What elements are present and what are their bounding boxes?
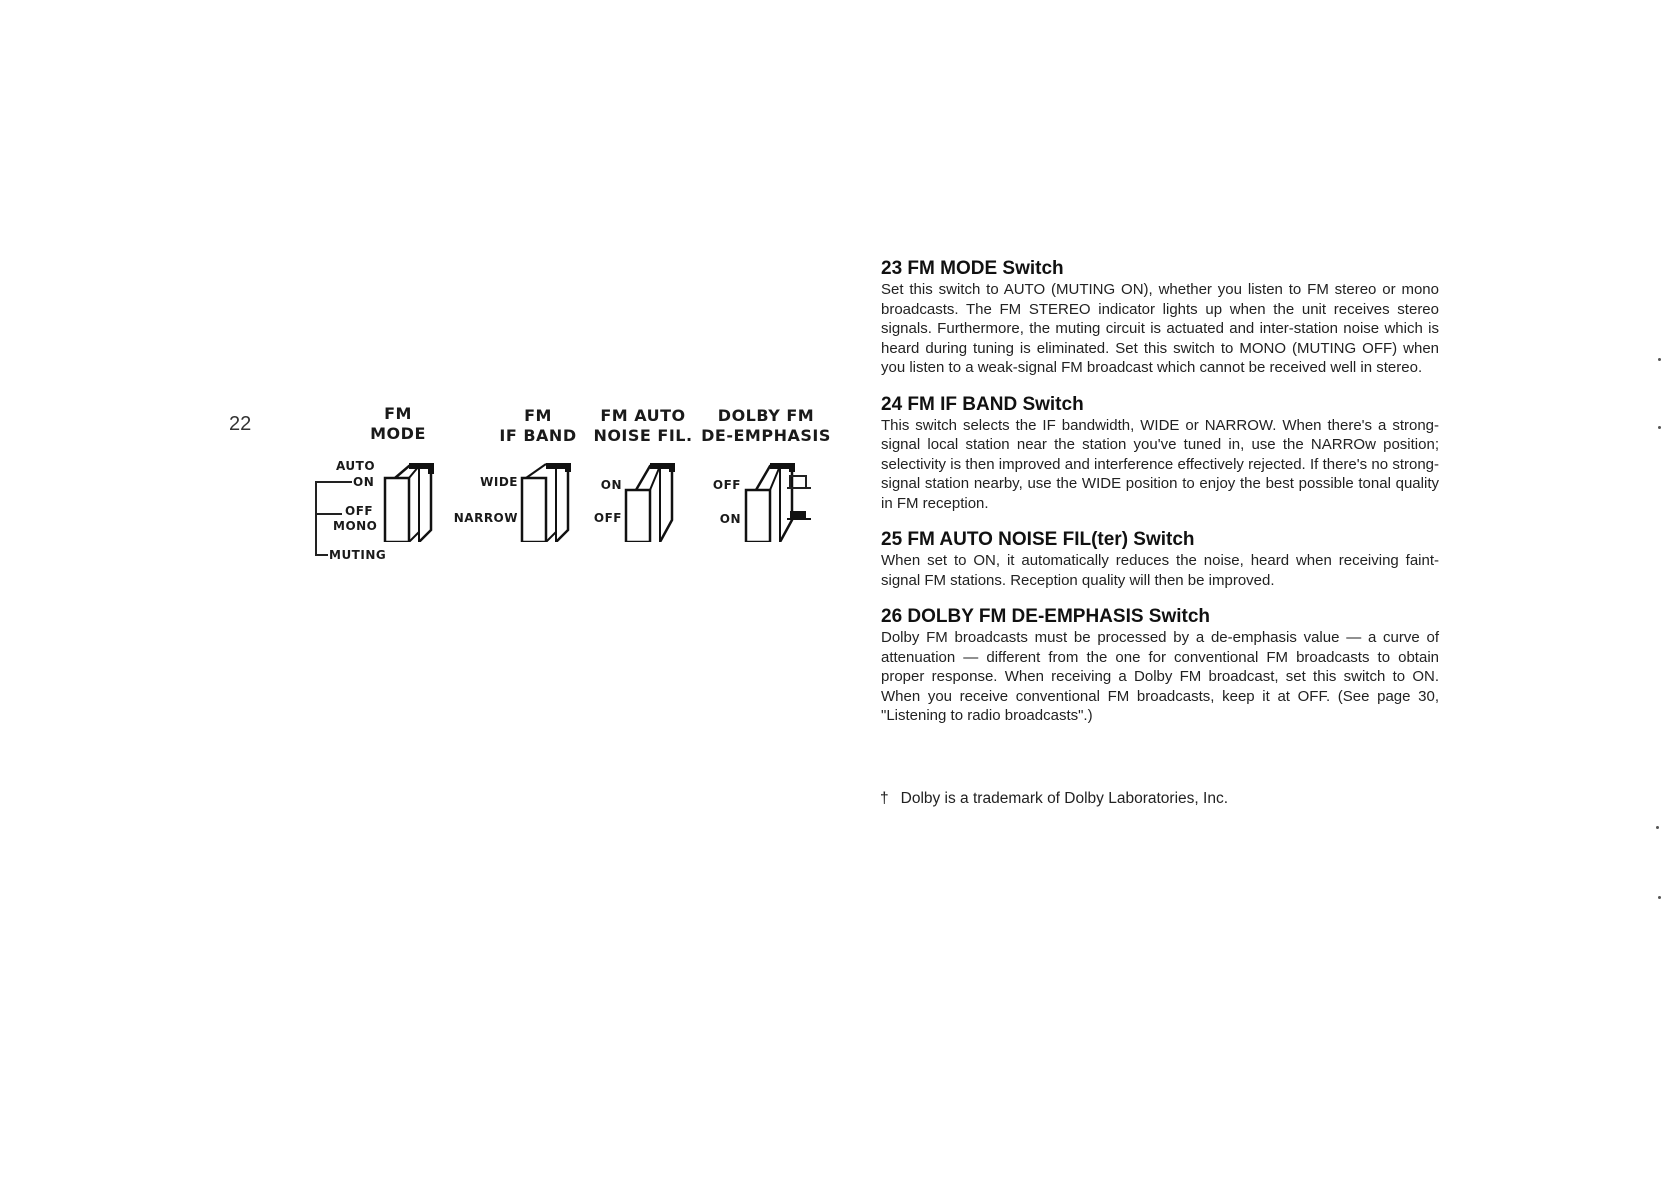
fm-if-band-title-line-2: IF BAND xyxy=(499,426,577,445)
scan-speck xyxy=(1658,358,1661,361)
dagger-symbol: † xyxy=(880,790,889,807)
dolby-fm-title-line-1: DOLBY FM xyxy=(717,406,815,425)
fm-auto-noise-switch[interactable] xyxy=(624,460,676,542)
page-number: 22 xyxy=(229,413,252,435)
fm-mode-title-line-1: FM xyxy=(384,404,412,423)
fm-auto-noise-title xyxy=(593,406,692,446)
fm-mode-label-mono: MONO xyxy=(333,519,378,533)
footnote-text: Dolby is a trademark of Dolby Laboratories, Inc. xyxy=(900,790,1228,807)
fm-if-band-title-line-1: FM xyxy=(524,406,552,425)
fm-mode-label-off: OFF xyxy=(345,504,374,518)
fm-mode-label-on: ON xyxy=(353,475,375,489)
fm-mode-label-auto: AUTO xyxy=(336,459,376,473)
dolby-fm-title xyxy=(701,406,831,446)
dolby-fm-title-line-2: DE-EMPHASIS xyxy=(701,426,831,445)
switch-descriptions xyxy=(881,258,1439,742)
pressed-button-icon xyxy=(786,508,812,522)
fm-if-band-title xyxy=(499,406,576,446)
fm-mode-title-line-2: MODE xyxy=(370,424,426,443)
fm-mode-switch[interactable] xyxy=(383,460,435,542)
fm-auto-noise-label-off: OFF xyxy=(593,511,622,525)
section-body: This switch selects the IF bandwidth, WIDE or NARROW. When there's a strong-signal local station near the station you've tuned in, use the NARROw position; selectivity is then improved and interference effectively rejected. If there's no strong-signal station nearby, use the WIDE position to enjoy the best possible tonal quality in FM reception. xyxy=(881,416,1439,512)
section-heading: 26 DOLBY FM DE-EMPHASIS Switch xyxy=(881,606,1211,627)
released-button-icon xyxy=(786,472,812,490)
fm-mode-title xyxy=(370,404,426,444)
fm-auto-noise-title-line-1: FM AUTO xyxy=(600,406,686,425)
scan-speck xyxy=(1658,896,1661,899)
section-fm-mode xyxy=(881,258,1439,378)
section-heading: 25 FM AUTO NOISE FIL(ter) Switch xyxy=(881,529,1195,550)
section-heading: 23 FM MODE Switch xyxy=(881,258,1064,279)
section-heading: 24 FM IF BAND Switch xyxy=(881,393,1084,415)
fm-if-band-label-narrow: NARROW xyxy=(453,511,518,525)
section-dolby-fm xyxy=(881,606,1439,726)
fm-auto-noise-title-line-2: NOISE FIL. xyxy=(593,426,693,445)
section-fm-auto-noise xyxy=(881,529,1439,590)
fm-if-band-label-wide: WIDE xyxy=(480,475,518,489)
section-body: Set this switch to AUTO (MUTING ON), whether you listen to FM stereo or mono broadcasts. The FM STEREO indicator lights up when the unit receives stereo signals. Furthermore, the muting circuit is actuated and inter-station noise which is heard during tuning is eliminated. Set this switch to MONO (MUTING OFF) when you listen to a weak-signal FM broadcast which cannot be received well in stereo. xyxy=(881,281,1439,376)
fm-if-band-switch[interactable] xyxy=(520,460,572,542)
muting-bracket xyxy=(314,480,374,560)
scan-speck xyxy=(1656,826,1659,829)
section-body: When set to ON, it automatically reduces the noise, heard when receiving faint-signal FM stations. Reception quality will then be improved. xyxy=(881,552,1439,589)
scan-speck xyxy=(1658,426,1661,429)
fm-mode-label-muting: MUTING xyxy=(329,548,387,562)
dolby-fm-label-off: OFF xyxy=(712,478,741,492)
section-fm-if-band xyxy=(881,394,1439,514)
trademark-footnote xyxy=(880,790,1228,808)
section-body: Dolby FM broadcasts must be processed by a de-emphasis value — a curve of attenuation — different from the one for conventional FM broadcasts to obtain proper response. When receiving a Dolby FM broadcast, set this switch to ON. When you receive conventional FM broadcasts, keep it at OFF. (See page 30, "Listening to radio broadcasts".) xyxy=(881,629,1439,724)
fm-auto-noise-label-on: ON xyxy=(600,478,622,492)
dolby-fm-label-on: ON xyxy=(719,512,741,526)
